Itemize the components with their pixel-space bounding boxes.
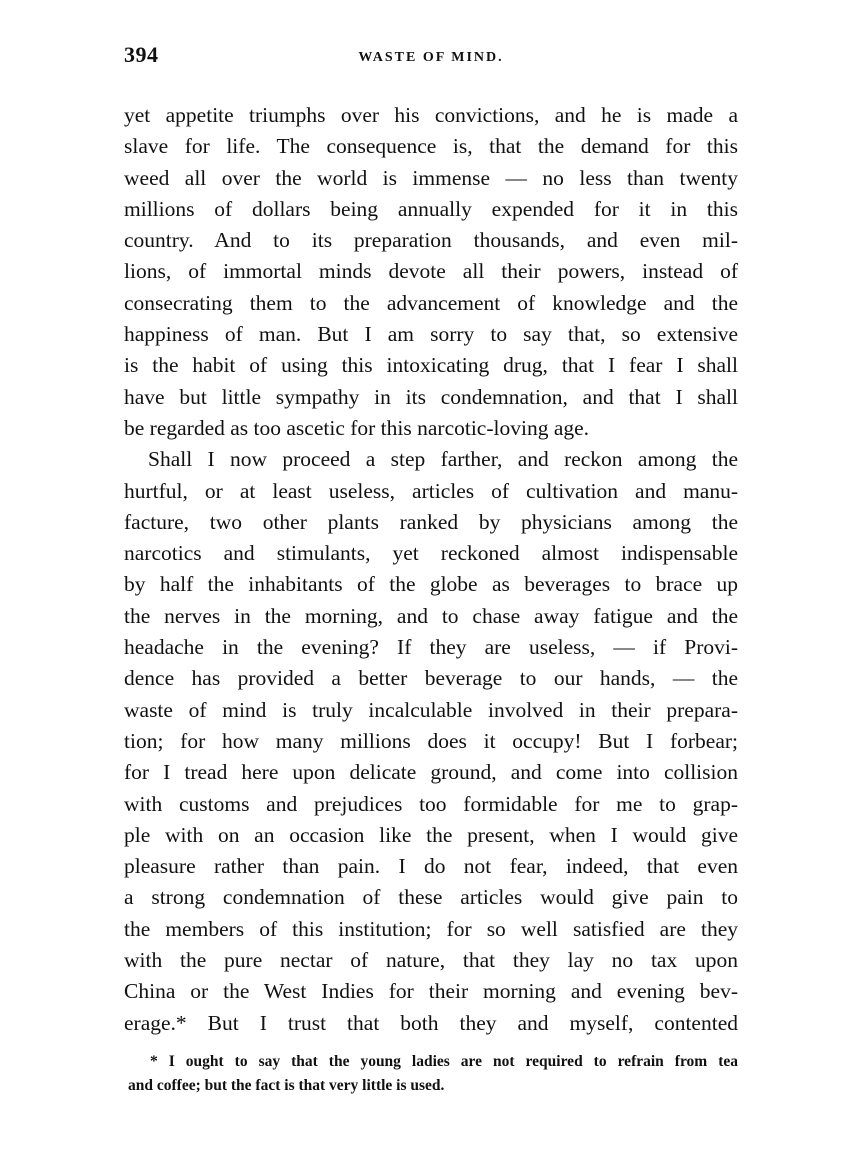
text-line: China or the West Indies for their morning and evening bev- <box>124 979 738 1004</box>
text-line: consecrating them to the advancement of knowledge and the <box>124 290 738 315</box>
text-line: with customs and prejudices too formidable for me to grap- <box>124 791 738 816</box>
text-line: is the habit of using this intoxicating drug, that I fear I shall <box>124 353 738 378</box>
text-line: have but little sympathy in its condemnation, and that I shall <box>124 384 738 409</box>
text-line: the nerves in the morning, and to chase away fatigue and the <box>124 603 738 628</box>
text-line: tion; for how many millions does it occupy! But I forbear; <box>124 728 738 753</box>
text-line: lions, of immortal minds devote all their powers, instead of <box>124 259 738 284</box>
text-line: yet appetite triumphs over his convictions, and he is made a <box>124 103 738 127</box>
paragraph-1 <box>124 100 738 444</box>
text-line: weed all over the world is immense — no less than twenty <box>124 165 738 190</box>
footnote <box>128 1050 738 1098</box>
text-line: waste of mind is truly incalculable involved in their prepara- <box>124 697 738 722</box>
text-line: country. And to its preparation thousands, and even mil- <box>124 228 738 253</box>
text-line: happiness of man. But I am sorry to say that, so extensive <box>124 322 738 347</box>
text-line: with the pure nectar of nature, that they lay no tax upon <box>124 948 738 973</box>
body-text <box>124 100 738 1039</box>
running-title: WASTE OF MIND. <box>358 50 504 65</box>
text-line: erage.* But I trust that both they and myself, contented <box>124 1010 738 1035</box>
text-line: the members of this institution; for so well satisfied are they <box>124 916 738 941</box>
text-line: millions of dollars being annually expended for it in this <box>124 196 738 221</box>
footnote-line: * I ought to say that the young ladies are not required to refrain from tea <box>150 1053 738 1070</box>
text-line: narcotics and stimulants, yet reckoned almost indispensable <box>124 541 738 566</box>
text-line: Shall I now proceed a step farther, and reckon among the <box>148 447 738 472</box>
text-line: by half the inhabitants of the globe as beverages to brace up <box>124 572 738 597</box>
text-line: a strong condemnation of these articles would give pain to <box>124 885 738 910</box>
text-line: slave for life. The consequence is, that the demand for this <box>124 134 738 159</box>
page-number: 394 <box>124 42 159 67</box>
paragraph-2 <box>124 444 738 1039</box>
footnote-line: and coffee; but the fact is that very little is used. <box>128 1077 445 1094</box>
text-line: ple with on an occasion like the present, when I would give <box>124 822 738 847</box>
text-line: headache in the evening? If they are useless, — if Provi- <box>124 635 738 660</box>
text-line: be regarded as too ascetic for this narcotic-loving age. <box>124 415 590 440</box>
text-line: pleasure rather than pain. I do not fear, indeed, that even <box>124 854 738 879</box>
page-header <box>124 42 738 72</box>
text-line: hurtful, or at least useless, articles of cultivation and manu- <box>124 478 738 503</box>
text-line: for I tread here upon delicate ground, and come into collision <box>124 760 738 785</box>
text-line: facture, two other plants ranked by physicians among the <box>124 509 738 534</box>
text-line: dence has provided a better beverage to our hands, — the <box>124 666 738 691</box>
